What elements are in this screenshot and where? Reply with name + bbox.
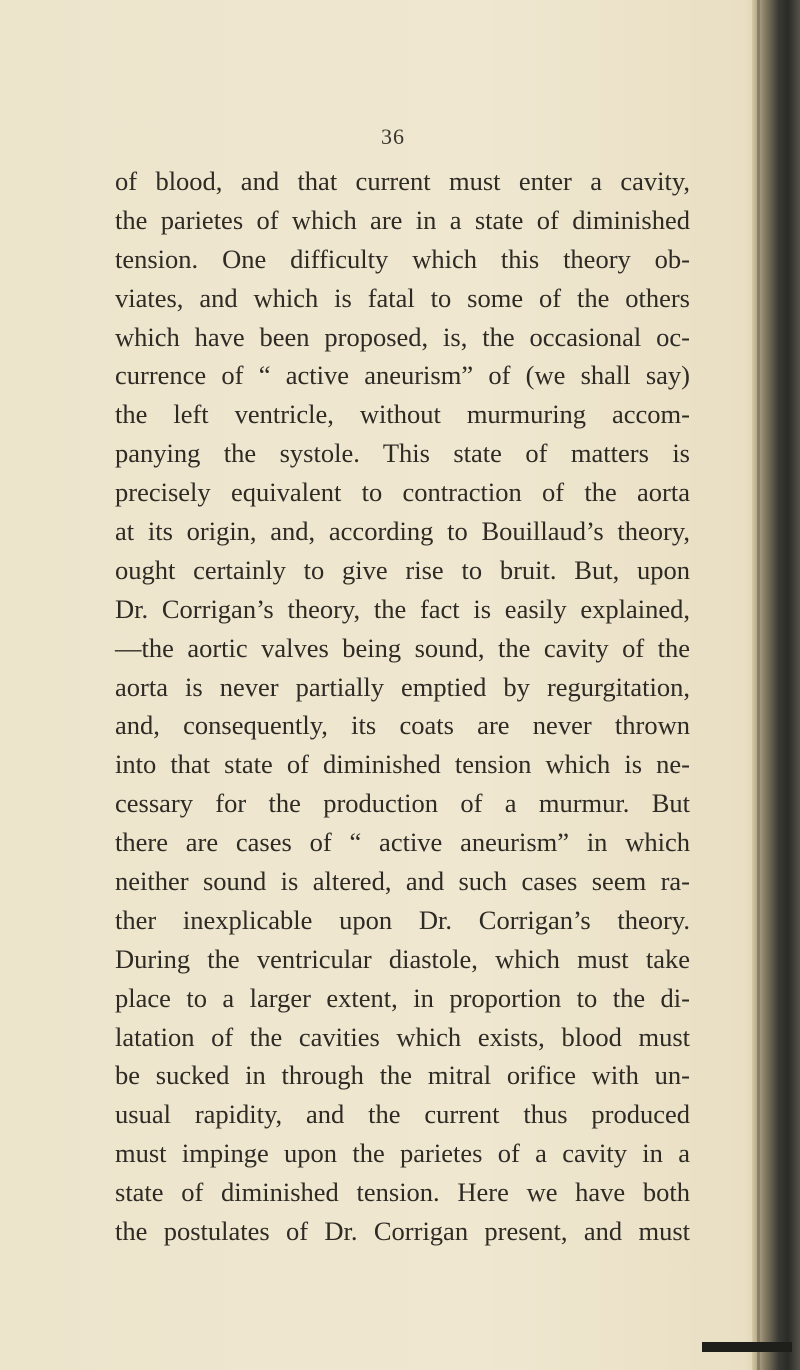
- text-line: the postulates of Dr. Corrigan present, and must: [115, 1216, 690, 1247]
- text-line: the parietes of which are in a state of diminished: [115, 204, 690, 235]
- text-line: Dr. Corrigan’s theory, the fact is easily explained,: [115, 593, 690, 624]
- text-line: of blood, and that current must enter a cavity,: [115, 166, 690, 196]
- binding-shadow-bar: [702, 1342, 792, 1352]
- text-line: be sucked in through the mitral orifice with un-: [115, 1060, 690, 1091]
- text-line: cessary for the production of a murmur. But: [115, 788, 690, 819]
- text-line: aorta is never partially emptied by regurgitation,: [115, 671, 690, 702]
- text-line: the left ventricle, without murmuring accom-: [115, 399, 690, 430]
- text-line: and, consequently, its coats are never thrown: [115, 710, 690, 741]
- page-number: 36: [381, 124, 405, 149]
- text-line: ought certainly to give rise to bruit. But, upon: [115, 554, 690, 585]
- text-line: neither sound is altered, and such cases seem ra-: [115, 866, 690, 897]
- text-line: tension. One difficulty which this theory ob-: [115, 243, 690, 274]
- text-line: at its origin, and, according to Bouillaud’s theory,: [115, 516, 690, 547]
- text-line: —the aortic valves being sound, the cavity of the: [115, 632, 690, 663]
- text-line: panying the systole. This state of matters is: [115, 438, 690, 469]
- text-line: currence of “ active aneurism” of (we shall say): [115, 360, 690, 391]
- body-text: [115, 162, 690, 1251]
- text-line: into that state of diminished tension which is ne-: [115, 749, 690, 780]
- text-line: precisely equivalent to contraction of the aorta: [115, 477, 690, 508]
- text-line: During the ventricular diastole, which must take: [115, 943, 690, 974]
- text-line: must impinge upon the parietes of a cavity in a: [115, 1138, 690, 1169]
- text-line: ther inexplicable upon Dr. Corrigan’s theory.: [115, 904, 690, 935]
- text-line: viates, and which is fatal to some of the others: [115, 282, 690, 313]
- page-edge-shadow: [757, 0, 760, 1370]
- text-line: state of diminished tension. Here we have both: [115, 1177, 690, 1208]
- text-line: which have been proposed, is, the occasional oc-: [115, 321, 690, 352]
- text-line: there are cases of “ active aneurism” in which: [115, 827, 690, 858]
- text-line: usual rapidity, and the current thus produced: [115, 1099, 690, 1130]
- text-line: latation of the cavities which exists, blood must: [115, 1021, 690, 1052]
- text-line: place to a larger extent, in proportion to the di-: [115, 982, 690, 1013]
